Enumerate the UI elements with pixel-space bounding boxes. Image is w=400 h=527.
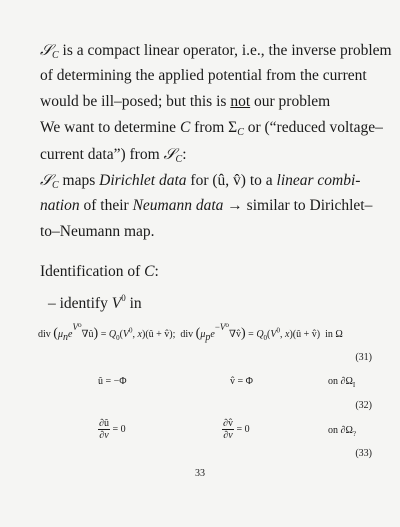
equation-number-33: (33) bbox=[355, 448, 372, 459]
section-heading: Identification of C: bbox=[40, 263, 159, 280]
bullet-item: – identify $V^0$ in bbox=[48, 293, 142, 312]
equation-33-left: $\frac{\partial û}{\partial\nu}$ = 0 bbox=[99, 418, 126, 441]
text-line-6: 𝒮$_C$ maps Dirichlet data for (û, v̂) to a linear combi- bbox=[40, 171, 361, 191]
text-line-3: would be ill–posed; but this is not our problem bbox=[40, 93, 331, 110]
equation-33-mid: $\frac{\partial v̂}{\partial\nu}$ = 0 bbox=[223, 418, 250, 441]
equation-number-32: (32) bbox=[355, 400, 372, 411]
equation-33-right: on $\partial\Omega_?$ bbox=[328, 425, 356, 438]
text-line-7: nation of their Neumann data → similar to Dirichlet– bbox=[40, 197, 373, 214]
equation-31: div (μneV⁰∇û) = $Q_0(V^0$, x)(û + v̂); div (μpe−V⁰∇v̂) = $Q_0(V^0$, x)(û + v̂) in Ω bbox=[38, 322, 343, 343]
equation-32-right: on $\partial\Omega_I$ bbox=[328, 376, 356, 389]
equation-32-mid: v̂ = Φ bbox=[230, 376, 253, 387]
text-line-4: We want to determine C from $\Sigma_C$ or (“reduced voltage– bbox=[40, 119, 383, 138]
equation-number-31: (31) bbox=[355, 352, 372, 363]
text-line-5: current data”) from 𝒮$_C$: bbox=[40, 145, 187, 165]
page-number: 33 bbox=[195, 468, 205, 479]
text-line-8: to–Neumann map. bbox=[40, 223, 155, 240]
text-line-1: 𝒮$_C$ is a compact linear operator, i.e., the inverse problem bbox=[40, 41, 392, 61]
equation-32-left: û = −Φ bbox=[98, 376, 127, 387]
text-line-2: of determining the applied potential from the current bbox=[40, 67, 367, 84]
